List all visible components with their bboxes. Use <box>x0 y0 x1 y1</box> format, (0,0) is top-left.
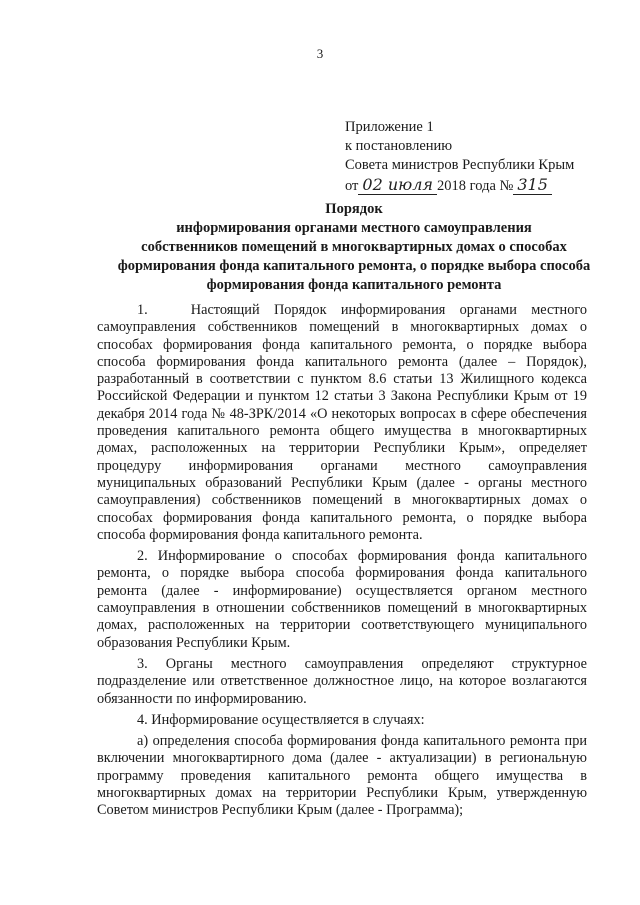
appendix-block <box>345 118 605 196</box>
paragraph-2: 2. Информирование о способах формирования фонда капитального ремонта, о порядке выбора способа формирования фонда капитального ремонта (далее - информирование) осуществляется органом местного самоуправления в отношении собственников помещений в многоквартирных домах, расположенных на территории соответствующего муниципального образования Республики Крым. <box>97 548 587 651</box>
appendix-date-line <box>345 175 605 196</box>
date-prefix: от <box>345 178 359 194</box>
title-line: информирования органами местного самоуправления <box>176 220 532 236</box>
year-text: 2018 года № <box>437 178 514 194</box>
page-number: 3 <box>316 46 324 61</box>
title-line: собственников помещений в многоквартирных домах о способах <box>141 239 567 255</box>
document-body <box>97 302 587 824</box>
paragraph-4: 4. Информирование осуществляется в случаях: <box>137 711 425 728</box>
appendix-line: Совета министров Республики Крым <box>345 157 575 173</box>
title-line: формирования фонда капитального ремонта, о порядке выбора способа <box>117 258 591 274</box>
title-line: формирования фонда капитального ремонта <box>206 277 502 293</box>
handwritten-date: 02 июля <box>358 175 437 195</box>
appendix-line: Приложение 1 <box>345 119 434 135</box>
paragraph-5: а) определения способа формирования фонда капитального ремонта при включении многоквартирного дома (далее - актуализации) в региональную программу проведения капитального ремонта общего имущества в многоквартирных домах на территории Республики Крым, утвержденную Советом министров Республики Крым (далее - Программа); <box>97 733 587 819</box>
paragraph-1: 1. Настоящий Порядок информирования органами местного самоуправления собственников помещений в многоквартирных домах о способах формирования фонда капитального ремонта, о порядке выбора способа формирования фонда капитального ремонта (далее – Порядок), разработанный в соответствии с пунктом 8.6 статьи 13 Жилищного кодекса Российской Федерации и пунктом 12 статьи 3 Закона Республики Крым от 19 декабря 2014 года № 48-ЗРК/2014 «О некоторых вопросах в сфере обеспечения проведения капитального ремонта общего имущества в многоквартирных домах, расположенных на территории Республики Крым», определяет процедуру информирования органами местного самоуправления муниципальных образований Республики Крым (далее - органы местного самоуправления) собственников помещений в многоквартирных домах о способах формирования фонда капитального ремонта, о порядке выбора способа формирования фонда капитального ремонта. <box>97 302 587 543</box>
appendix-line: к постановлению <box>345 138 453 154</box>
handwritten-number: 315 <box>513 175 552 195</box>
document-title <box>100 200 608 295</box>
title-line: Порядок <box>325 201 383 217</box>
paragraph-3: 3. Органы местного самоуправления определяют структурное подразделение или ответственное должностное лицо, на которое возлагаются обязанности по информированию. <box>97 655 587 707</box>
